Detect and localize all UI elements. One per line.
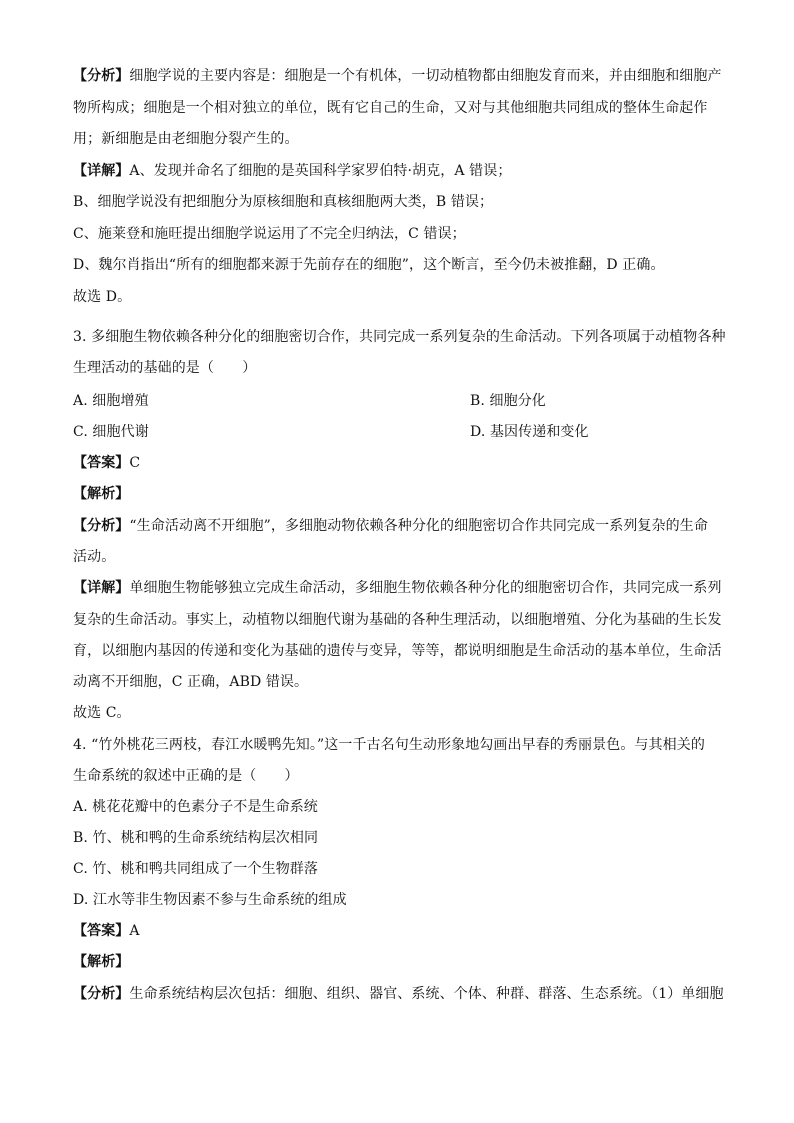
detail-tag: 【详解】 bbox=[73, 163, 130, 179]
answer-line bbox=[73, 453, 140, 473]
conclusion-line: 故选 C。 bbox=[73, 705, 131, 721]
text-line: 物所构成；细胞是一个相对独立的单位，既有它自己的生命，又对与其他细胞共同组成的整体生命起作 bbox=[73, 100, 708, 116]
text-line: 活动。 bbox=[73, 549, 116, 565]
question-3-stem-cont: 生理活动的基础的是（ ） bbox=[73, 360, 257, 376]
detail-paragraph-line bbox=[73, 161, 511, 181]
answer-value: C bbox=[129, 455, 141, 471]
answer-value: A bbox=[129, 923, 140, 939]
text-run: A、发现并命名了细胞的是英国科学家罗伯特·胡克，A 错误； bbox=[129, 163, 512, 179]
option-a: A. 桃花花瓣中的色素分子不是生命系统 bbox=[73, 799, 318, 815]
question-3-options-row-2 bbox=[73, 422, 723, 442]
answer-tag: 【答案】 bbox=[73, 923, 130, 939]
text-line: 用；新细胞是由老细胞分裂产生的。 bbox=[73, 131, 299, 147]
explanation-tag: 【解析】 bbox=[73, 486, 130, 502]
explanation-heading bbox=[73, 952, 129, 972]
question-3-options-row-1 bbox=[73, 391, 723, 411]
analysis-paragraph-line bbox=[73, 66, 722, 86]
text-run: 生命系统结构层次包括：细胞、组织、器官、系统、个体、种群、群落、生态系统。（1）单细胞 bbox=[129, 986, 724, 1002]
option-d: D. 基因传递和变化 bbox=[470, 424, 589, 440]
text-line: D、魏尔肖指出“所有的细胞都来源于先前存在的细胞”，这个断言，至今仍未被推翻，D 正确。 bbox=[73, 257, 665, 273]
explanation-tag: 【解析】 bbox=[73, 954, 130, 970]
text-run: “生命活动离不开细胞”，多细胞动物依赖各种分化的细胞密切合作共同完成一系列复杂的生命 bbox=[129, 518, 708, 534]
question-4-stem-cont: 生命系统的叙述中正确的是（ ） bbox=[73, 768, 299, 784]
text-line: C、施莱登和施旺提出细胞学说运用了不完全归纳法，C 错误； bbox=[73, 226, 466, 242]
text-line: 育，以细胞内基因的传递和变化为基础的遗传与变异，等等，都说明细胞是生命活动的基本单位，生命活 bbox=[73, 643, 722, 659]
option-a: A. 细胞增殖 bbox=[73, 393, 149, 409]
option-c: C. 竹、桃和鸭共同组成了一个生物群落 bbox=[73, 861, 319, 877]
option-b: B. 细胞分化 bbox=[470, 393, 546, 409]
analysis-paragraph-line bbox=[73, 516, 708, 536]
answer-line bbox=[73, 921, 140, 941]
text-line: B、细胞学说没有把细胞分为原核细胞和真核细胞两大类，B 错误； bbox=[73, 194, 494, 210]
analysis-paragraph-line bbox=[73, 984, 724, 1004]
text-run: 细胞学说的主要内容是：细胞是一个有机体，一切动植物都由细胞发育而来，并由细胞和细胞产 bbox=[129, 68, 722, 84]
analysis-tag: 【分析】 bbox=[73, 68, 130, 84]
conclusion-line: 故选 D。 bbox=[73, 289, 132, 305]
option-c: C. 细胞代谢 bbox=[73, 424, 149, 440]
detail-paragraph-line bbox=[73, 578, 722, 598]
detail-tag: 【详解】 bbox=[73, 580, 130, 596]
analysis-tag: 【分析】 bbox=[73, 986, 130, 1002]
text-run: 单细胞生物能够独立完成生命活动，多细胞生物依赖各种分化的细胞密切合作，共同完成一系列 bbox=[129, 580, 722, 596]
option-d: D. 江水等非生物因素不参与生命系统的组成 bbox=[73, 892, 347, 908]
option-b: B. 竹、桃和鸭的生命系统结构层次相同 bbox=[73, 830, 319, 846]
question-4-stem: 4. “竹外桃花三两枝，春江水暖鸭先知。”这一千古名句生动形象地勾画出早春的秀丽景色。与其相关的 bbox=[73, 737, 705, 753]
explanation-heading bbox=[73, 484, 129, 504]
text-line: 复杂的生命活动。事实上，动植物以细胞代谢为基础的各种生理活动，以细胞增殖、分化为基础的生长发 bbox=[73, 612, 722, 628]
text-line: 动离不开细胞，C 正确，ABD 错误。 bbox=[73, 674, 309, 690]
answer-tag: 【答案】 bbox=[73, 455, 130, 471]
analysis-tag: 【分析】 bbox=[73, 518, 130, 534]
question-3-stem: 3. 多细胞生物依赖各种分化的细胞密切合作，共同完成一系列复杂的生命活动。下列各项属于动植物各种 bbox=[73, 329, 726, 345]
